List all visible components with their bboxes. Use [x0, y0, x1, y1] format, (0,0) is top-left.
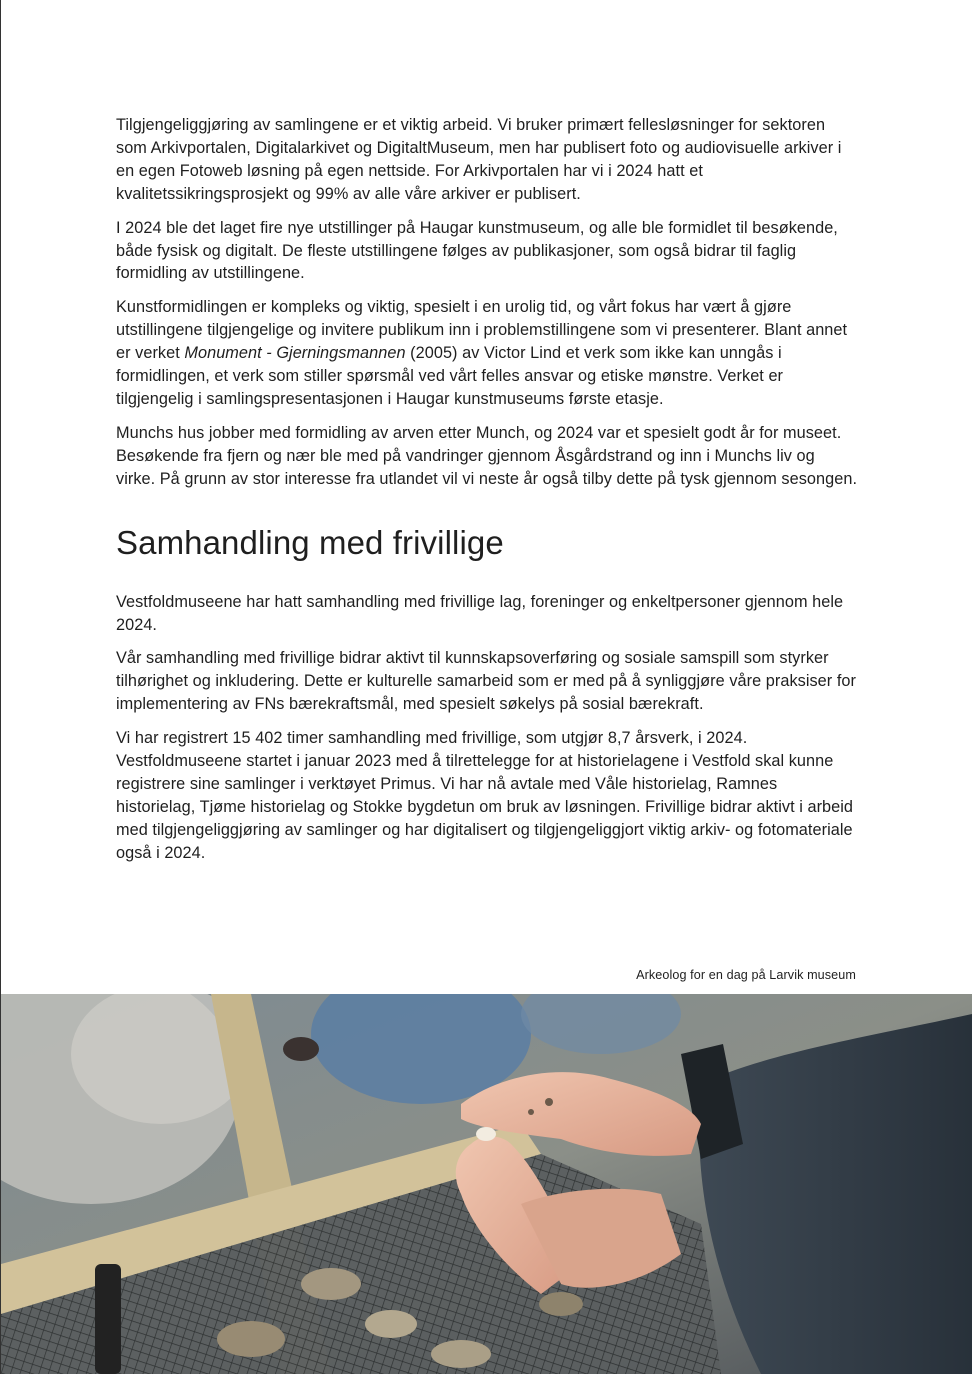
paragraph-access	[116, 114, 858, 206]
paragraph-munchs-hus	[116, 422, 858, 491]
photo-caption: Arkeolog for en dag på Larvik museum	[636, 968, 856, 982]
paragraph-text: Kunstformidlingen er kompleks og viktig, spesielt i en urolig tid, og vårt fokus har vært å gjøre utstillingene tilgjengelige og invitere publikum inn i problemstillingene som vi presenterer. Blant annet er verket	[116, 298, 848, 363]
paragraph-art-mediation	[116, 296, 858, 411]
paragraph-text: I 2024 ble det laget fire nye utstillinger på Haugar kunstmuseum, og alle ble formidlet til besøkende, både fysisk og digitalt. De fleste utstillingene følges av publikasjoner, som også bidrar til faglig formidling av utstillingene.	[116, 218, 838, 283]
paragraph-volunteers-social: Vår samhandling med frivillige bidrar aktivt til kunnskapsoverføring og sosiale samspill som styrker tilhørighet og inkludering. Dette er kulturelle samarbeid som er med på å synliggjøre våre praksiser for implementering av FNs bærekraftsmål, med spesielt søkelys på sosial bærekraft.	[116, 649, 856, 714]
paragraph-text: (2005) av Victor Lind et verk som ikke kan unngås i formidlingen, et verk som stiller spørsmål ved vårt felles ansvar og etiske mønstre. Verket er tilgjengelig i samlingspresentasjonen i Haugar kunstmuseums første etasje.	[116, 344, 784, 408]
main-content	[116, 114, 858, 876]
artwork-title: Monument - Gjerningsmannen	[184, 344, 406, 363]
paragraph-exhibitions	[116, 217, 858, 286]
paragraph-text: Tilgjengeliggjøring av samlingene er et viktig arbeid. Vi bruker primært fellesløsninger for sektoren som Arkivportalen, Digitalarkivet og DigitaltMuseum, men har publisert foto og audiovisuelle arkiver i en egen Fotoweb løsning på egen nettside. For Arkivportalen har vi i 2024 hatt et kvalitetssikringsprosjekt og 99% av alle våre arkiver er publisert.	[116, 116, 842, 203]
paragraph-volunteers-intro: Vestfoldmuseene har hatt samhandling med frivillige lag, foreninger og enkeltpersoner gjennom hele 2024.	[116, 592, 844, 634]
section-heading: Samhandling med frivillige	[116, 523, 504, 561]
paragraph-text: Munchs hus jobber med formidling av arven etter Munch, og 2024 var et spesielt godt år for museet. Besøkende fra fjern og nær ble med på vandringer gjennom Åsgårdstrand og inn i Munchs liv og virke. På grunn av stor interesse fra utlandet vil vi neste år også tilby dette på tysk gjennom sesongen.	[116, 423, 858, 488]
archaeology-photo	[1, 994, 972, 1374]
paragraph-volunteers-hours: Vi har registrert 15 402 timer samhandling med frivillige, som utgjør 8,7 årsverk, i 2024. Vestfoldmuseene startet i januar 2023 med å tilrettelegge for at historielagene i Vestfold skal kunne registrere sine samlinger i verktøyet Primus. Vi har nå avtale med Våle historielag, Ramnes historielag, Tjøme historielag og Stokke bygdetun om bruk av løsningen. Frivillige bidrar aktivt i arbeid med tilgjengeliggjøring av samlinger og har digitalisert og tilgjengeliggjort viktig arkiv- og fotomateriale også i 2024.	[116, 729, 854, 862]
